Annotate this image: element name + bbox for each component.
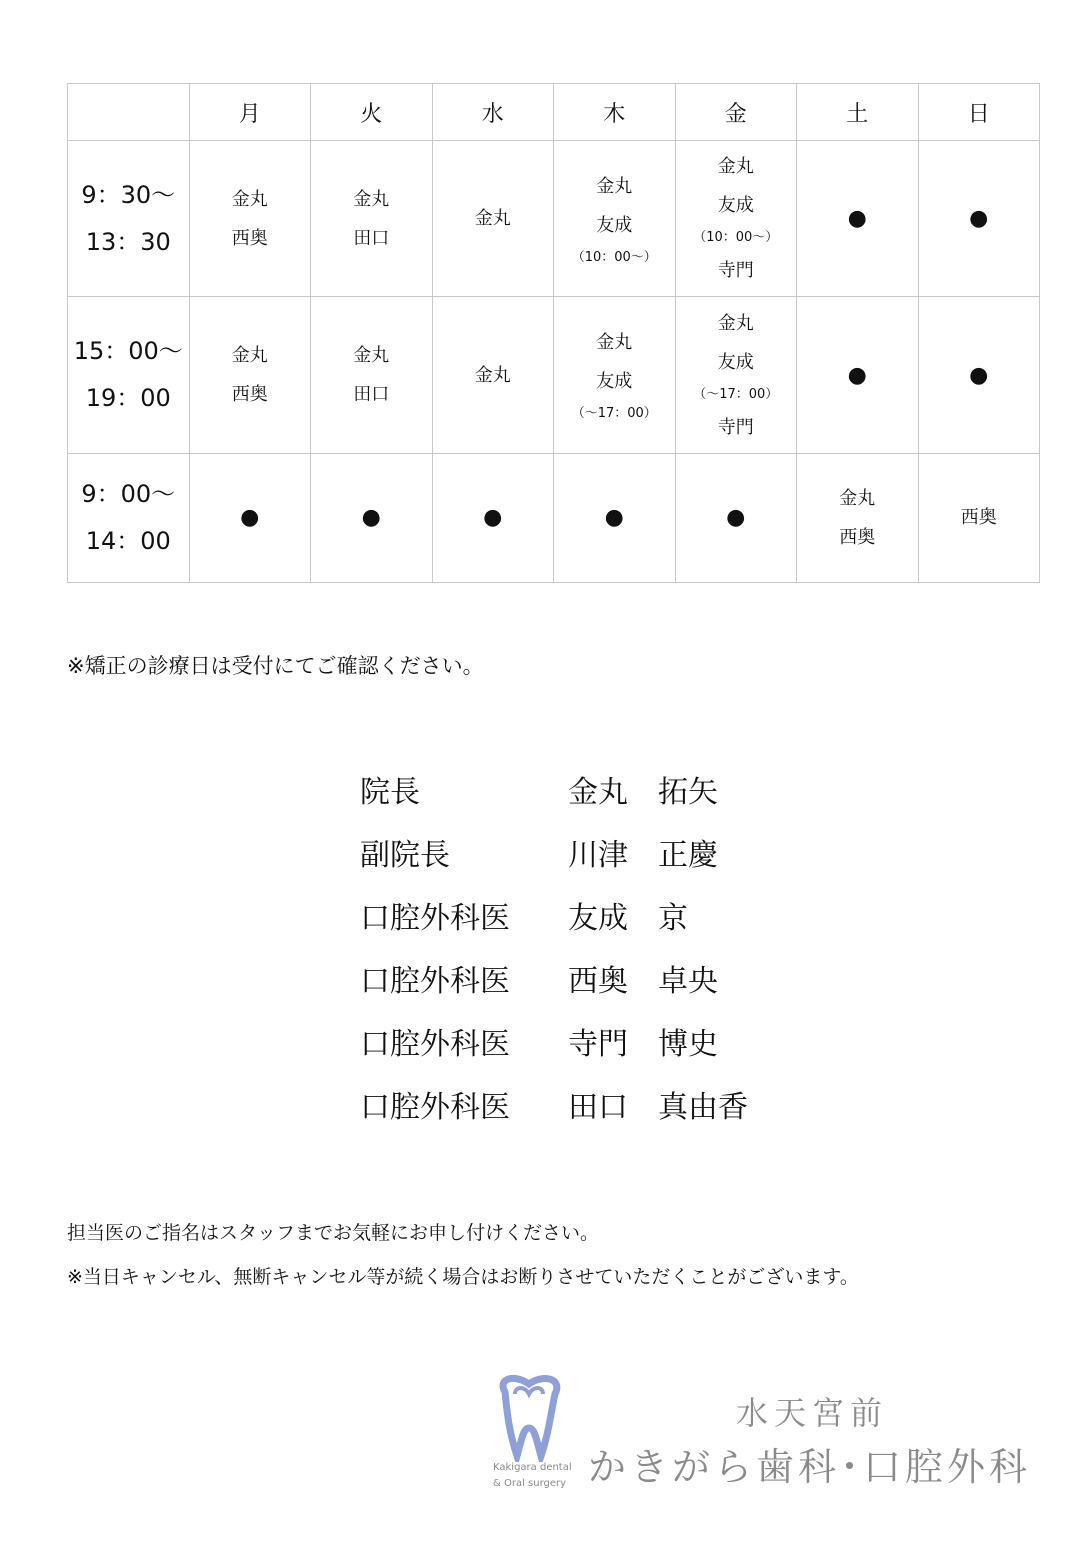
staff-name: 田口 真由香 xyxy=(568,1090,748,1125)
doctor-name: 金丸 xyxy=(474,208,511,230)
day-header: 土 xyxy=(797,84,919,141)
staff-role: 口腔外科医 xyxy=(360,901,510,936)
schedule-row xyxy=(68,453,1040,582)
time-slot-cell xyxy=(68,297,190,453)
schedule-row xyxy=(68,297,1040,453)
doctor-name: 西奥 xyxy=(839,526,876,548)
closed-dot: ● xyxy=(797,141,919,297)
staff-list xyxy=(360,770,748,1148)
doctor-name: 金丸 xyxy=(231,345,268,367)
doctor-name: 金丸 xyxy=(596,332,633,354)
doctor-name: 寺門 xyxy=(717,416,754,438)
schedule-table xyxy=(67,83,1040,583)
time-end: 14：00 xyxy=(85,526,171,555)
day-header: 日 xyxy=(918,84,1040,141)
doctor-name: 友成 xyxy=(717,195,754,217)
time-end: 13：30 xyxy=(85,227,171,256)
staff-role: 院長 xyxy=(360,775,420,810)
doctor-name: 金丸 xyxy=(839,487,876,509)
closed-dot: ● xyxy=(311,453,433,582)
schedule-header-row xyxy=(68,84,1040,141)
doctor-cell xyxy=(675,297,797,453)
staff-role: 口腔外科医 xyxy=(360,964,510,999)
doctor-name: 金丸 xyxy=(353,188,390,210)
staff-row xyxy=(360,833,748,896)
hours-note: （～17：00） xyxy=(693,386,779,402)
day-header: 水 xyxy=(432,84,554,141)
time-start: 9：30～ xyxy=(81,180,176,209)
doctor-cell xyxy=(554,141,676,297)
doctor-name: 寺門 xyxy=(717,260,754,282)
designation-note: 担当医のご指名はスタッフまでお気軽にお申し付けください。 xyxy=(67,1222,600,1244)
doctor-name: 金丸 xyxy=(474,364,511,386)
doctor-name: 金丸 xyxy=(717,312,754,334)
doctor-name: 西奥 xyxy=(960,507,997,529)
doctor-name: 友成 xyxy=(596,214,633,236)
staff-name: 友成 京 xyxy=(568,901,688,936)
staff-row xyxy=(360,896,748,959)
closed-dot: ● xyxy=(797,297,919,453)
doctor-name: 金丸 xyxy=(231,188,268,210)
day-header: 木 xyxy=(554,84,676,141)
staff-role: 口腔外科医 xyxy=(360,1090,510,1125)
doctor-name: 田口 xyxy=(353,227,390,249)
doctor-name: 金丸 xyxy=(353,345,390,367)
doctor-name: 友成 xyxy=(596,371,633,393)
doctor-cell xyxy=(189,141,311,297)
day-header: 金 xyxy=(675,84,797,141)
staff-role: 副院長 xyxy=(360,838,450,873)
day-header: 月 xyxy=(189,84,311,141)
doctor-name: 友成 xyxy=(717,351,754,373)
doctor-name: 金丸 xyxy=(717,156,754,178)
staff-row xyxy=(360,1085,748,1148)
closed-dot: ● xyxy=(554,453,676,582)
doctor-cell xyxy=(311,141,433,297)
closed-dot: ● xyxy=(918,141,1040,297)
time-end: 19：00 xyxy=(85,384,171,413)
cancel-policy-note: ※当日キャンセル、無断キャンセル等が続く場合はお断りさせていただくことがございます。 xyxy=(67,1266,859,1288)
logo-clinic-name: かきがら歯科･口腔外科 xyxy=(588,1445,1032,1489)
doctor-cell xyxy=(918,453,1040,582)
staff-row xyxy=(360,770,748,833)
staff-name: 金丸 拓矢 xyxy=(568,775,718,810)
doctor-name: 田口 xyxy=(353,384,390,406)
closed-dot: ● xyxy=(432,453,554,582)
doctor-cell xyxy=(797,453,919,582)
staff-name: 寺門 博史 xyxy=(568,1027,718,1062)
header-corner xyxy=(68,84,190,141)
closed-dot: ● xyxy=(675,453,797,582)
doctor-name: 西奥 xyxy=(231,227,268,249)
staff-name: 川津 正慶 xyxy=(568,838,718,873)
doctor-cell xyxy=(311,297,433,453)
closed-dot: ● xyxy=(189,453,311,582)
doctor-cell xyxy=(432,297,554,453)
time-start: 15：00～ xyxy=(73,337,183,366)
doctor-cell xyxy=(432,141,554,297)
day-header: 火 xyxy=(311,84,433,141)
hours-note: （10：00～） xyxy=(693,230,779,246)
time-slot-cell xyxy=(68,453,190,582)
doctor-cell xyxy=(675,141,797,297)
doctor-cell xyxy=(189,297,311,453)
doctor-name: 金丸 xyxy=(596,175,633,197)
hours-note: （～17：00） xyxy=(571,406,657,422)
staff-role: 口腔外科医 xyxy=(360,1027,510,1062)
orthodontics-notice: ※矯正の診療日は受付にてご確認ください。 xyxy=(67,654,484,678)
staff-row xyxy=(360,959,748,1022)
clinic-logo xyxy=(493,1372,1033,1507)
tooth-icon xyxy=(493,1372,573,1462)
staff-name: 西奥 卓央 xyxy=(568,964,718,999)
doctor-cell xyxy=(554,297,676,453)
schedule-row xyxy=(68,141,1040,297)
doctor-name: 西奥 xyxy=(231,384,268,406)
hours-note: （10：00～） xyxy=(571,249,657,265)
time-slot-cell xyxy=(68,141,190,297)
logo-subtitle: 水天宮前 xyxy=(736,1394,889,1432)
logo-english-name: Kakigara dental & Oral surgery xyxy=(493,1462,572,1489)
staff-row xyxy=(360,1022,748,1085)
closed-dot: ● xyxy=(918,297,1040,453)
time-start: 9：00～ xyxy=(81,479,176,508)
